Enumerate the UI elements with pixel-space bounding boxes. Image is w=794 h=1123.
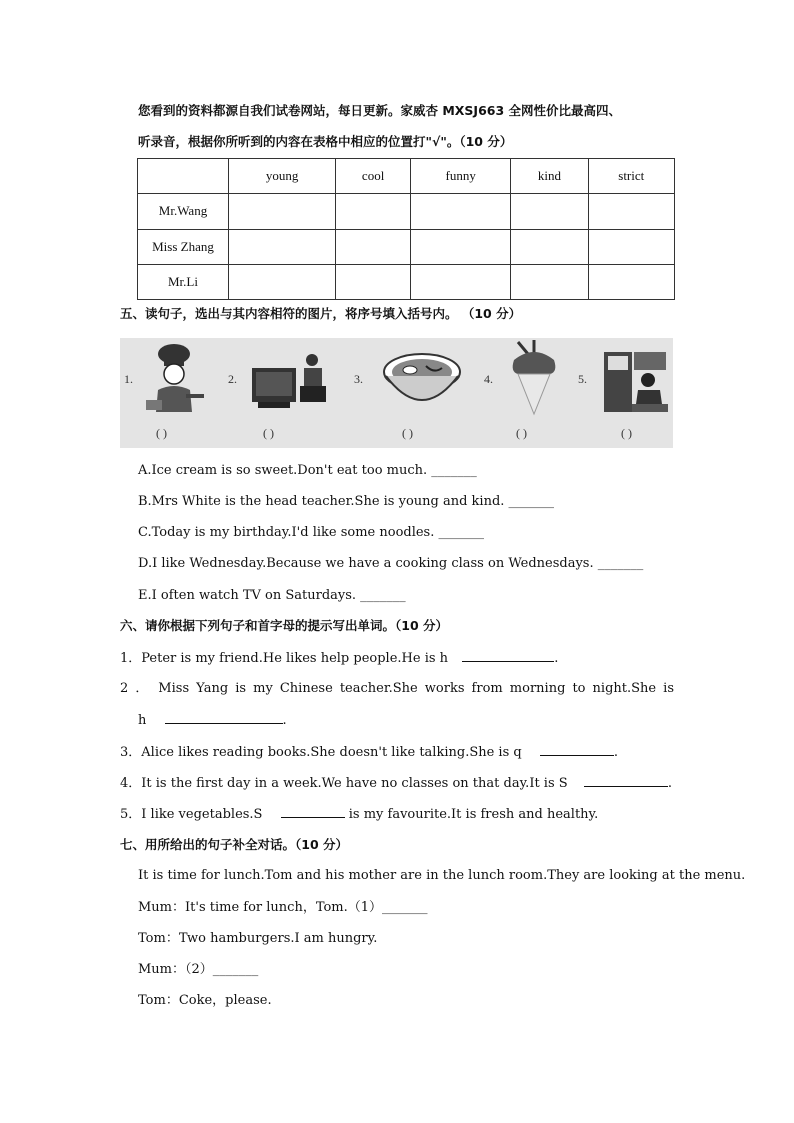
period: . (554, 651, 559, 666)
answer-cell[interactable] (229, 194, 336, 229)
answer-cell[interactable] (229, 264, 336, 299)
period: . (667, 776, 672, 791)
answer-cell[interactable] (588, 229, 674, 264)
answer-cell[interactable] (336, 229, 411, 264)
table-row (138, 229, 675, 264)
listening-table (137, 158, 675, 300)
question-text: 4．It is the first day in a week.We have no classes on that day.It is S (120, 776, 568, 791)
question-text: 3．Alice likes reading books.She doesn't like talking.She is q (120, 745, 522, 760)
answer-blank[interactable] (540, 743, 614, 756)
sentence-e: E.I often watch TV on Saturdays. _______ (138, 588, 406, 603)
chef-picture (138, 342, 210, 418)
answer-paren: ( ) (156, 426, 167, 440)
picture-number: 1. (124, 372, 133, 386)
answer-paren: ( ) (402, 426, 413, 440)
column-header: funny (411, 159, 511, 194)
question-1 (120, 649, 558, 668)
header-line-1: 您看到的资料都源自我们试卷网站，每日更新。家威杏 MXSJ663 全网性价比最高四、 (138, 103, 622, 118)
picture-number: 3. (354, 372, 363, 386)
dialogue-line: Mum：It's time for lunch，Tom.（1）_______ (138, 900, 428, 915)
answer-cell[interactable] (588, 264, 674, 299)
picture-number: 2. (228, 372, 237, 386)
table-row (138, 194, 675, 229)
sentence-b: B.Mrs White is the head teacher.She is young and kind. _______ (138, 494, 555, 509)
answer-cell[interactable] (511, 229, 588, 264)
answer-cell[interactable] (411, 194, 511, 229)
ice-cream-picture (504, 338, 564, 418)
question-text: h (138, 713, 147, 728)
question-3 (120, 743, 618, 762)
column-header: young (229, 159, 336, 194)
section6-title: 六、请你根据下列句子和首字母的提示写出单词。（10 分） (120, 618, 448, 633)
row-header: Miss Zhang (138, 229, 229, 264)
picture-number: 5. (578, 372, 587, 386)
question-2 (120, 680, 674, 698)
answer-paren: ( ) (263, 426, 274, 440)
answer-cell[interactable] (336, 264, 411, 299)
dialogue-line: Mum：（2）_______ (138, 962, 259, 977)
answer-cell[interactable] (411, 229, 511, 264)
sentence-a: A.Ice cream is so sweet.Don't eat too much. _______ (138, 463, 477, 478)
section7-title: 七、用所给出的句子补全对话。（10 分） (120, 837, 348, 852)
dialogue-line: Tom：Two hamburgers.I am hungry. (138, 931, 378, 946)
table-header-row (138, 159, 675, 194)
section4-title: 听录音，根据你所听到的内容在表格中相应的位置打"√"。（10 分） (138, 134, 513, 149)
answer-blank[interactable] (462, 649, 554, 662)
picture-number: 4. (484, 372, 493, 386)
question-5 (120, 805, 598, 824)
section5-title: 五、读句子，选出与其内容相符的图片，将序号填入括号内。 （10 分） (120, 306, 522, 321)
sentence-d: D.I like Wednesday.Because we have a cooking class on Wednesdays. _______ (138, 556, 644, 571)
row-header: Mr.Wang (138, 194, 229, 229)
column-header: cool (336, 159, 411, 194)
answer-blank[interactable] (584, 774, 668, 787)
row-header: Mr.Li (138, 264, 229, 299)
answer-cell[interactable] (229, 229, 336, 264)
table-corner-cell (138, 159, 229, 194)
question-text: 2 ． Miss Yang is my Chinese teacher.She works from morning to night.She is (120, 681, 674, 696)
answer-paren: ( ) (621, 426, 632, 440)
question-2-cont (138, 711, 287, 730)
column-header: kind (511, 159, 588, 194)
question-text: 1．Peter is my friend.He likes help people.He is h (120, 651, 449, 666)
period: . (613, 745, 618, 760)
sentence-c: C.Today is my birthday.I'd like some noodles. _______ (138, 525, 484, 540)
question-text: 5．I like vegetables.S (120, 807, 263, 822)
dialogue-intro: It is time for lunch.Tom and his mother are in the lunch room.They are looking at the menu. (138, 868, 746, 883)
noodles-bowl-picture (382, 348, 462, 414)
table-row (138, 264, 675, 299)
period: . (282, 713, 287, 728)
tv-picture (248, 346, 330, 416)
answer-cell[interactable] (511, 264, 588, 299)
dialogue-line: Tom：Coke，please. (138, 993, 272, 1008)
question-4 (120, 774, 672, 793)
answer-blank[interactable] (281, 805, 345, 818)
answer-cell[interactable] (511, 194, 588, 229)
answer-paren: ( ) (516, 426, 527, 440)
answer-cell[interactable] (411, 264, 511, 299)
answer-cell[interactable] (588, 194, 674, 229)
teacher-desk-picture (602, 348, 670, 416)
question-text: is my favourite.It is fresh and healthy. (348, 807, 599, 822)
answer-blank[interactable] (165, 711, 283, 724)
picture-strip (120, 338, 673, 448)
column-header: strict (588, 159, 674, 194)
answer-cell[interactable] (336, 194, 411, 229)
